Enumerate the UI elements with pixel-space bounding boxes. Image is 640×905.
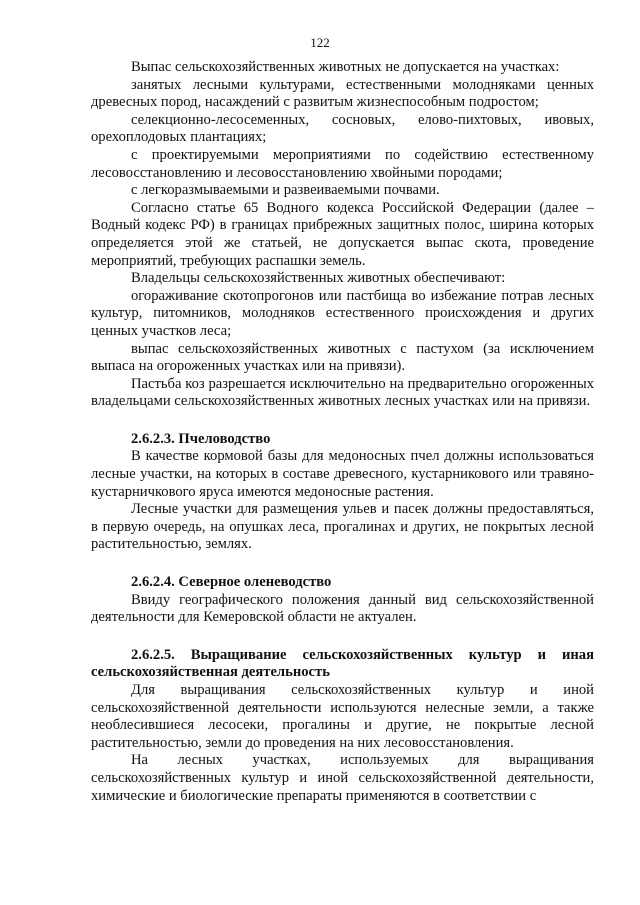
paragraph: Лесные участки для размещения ульев и пасек должны предоставляться, в первую очередь, на опушках леса, прогалинах и других, не покрытых лесной растительностью, землях. [91, 501, 594, 553]
paragraph: с проектируемыми мероприятиями по содействию естественному лесовосстановлению и лесовосстановлению хвойными породами; [91, 146, 594, 181]
paragraph: выпас сельскохозяйственных животных с пастухом (за исключением выпаса на огороженных участках или на привязи). [91, 340, 594, 375]
section-spacer [91, 554, 594, 574]
paragraph: В качестве кормовой базы для медоносных пчел должны использоваться лесные участки, на которых в составе древесного, кустарникового или травяно-кустарничкового яруса имеются медоносные растения. [91, 448, 594, 500]
paragraph: Согласно статье 65 Водного кодекса Российской Федерации (далее – Водный кодекс РФ) в границах прибрежных защитных полос, ширина которых определяется этой же статьей, не допускается выпас скота, проведение мероприятий, требующих распашки земель. [91, 199, 594, 269]
section-spacer [91, 411, 594, 431]
paragraph: селекционно-лесосеменных, сосновых, елово-пихтовых, ивовых, орехоплодовых плантациях; [91, 111, 594, 146]
paragraph: с легкоразмываемыми и развеиваемыми почвами. [131, 182, 440, 199]
section-heading: 2.6.2.4. Северное оленеводство [131, 574, 332, 591]
section-spacer [91, 627, 594, 647]
paragraph: На лесных участках, используемых для выращивания сельскохозяйственных культур и иной сельскохозяйственной деятельности, химические и биологические препараты применяются в соответствии с [91, 752, 594, 804]
page-number: 122 [310, 35, 330, 50]
section-heading: 2.6.2.3. Пчеловодство [131, 430, 271, 447]
paragraph: огораживание скотопрогонов или пастбища во избежание потрав лесных культур, питомников, молодняков естественного происхождения и других ценных участков леса; [91, 287, 594, 339]
paragraph: Пастьба коз разрешается исключительно на предварительно огороженных владельцами сельскохозяйственных животных лесных участках или на привязи. [91, 375, 594, 410]
section-heading: 2.6.2.5. Выращивание сельскохозяйственных культур и иная сельскохозяйственная деятельность [91, 646, 594, 681]
paragraph: Владельцы сельскохозяйственных животных обеспечивают: [131, 270, 506, 287]
paragraph: занятых лесными культурами, естественными молодняками ценных древесных пород, насаждений с развитым жизнеспособным подростом; [91, 76, 594, 111]
paragraph: Для выращивания сельскохозяйственных культур и иной сельскохозяйственной деятельности используются нелесные земли, а также необлесившиеся лесосеки, прогалины и другие, не покрытые лесной растительностью, земли до проведения на них лесовосстановления. [91, 682, 594, 751]
paragraph: Ввиду географического положения данный вид сельскохозяйственной деятельности для Кемеровской области не актуален. [91, 591, 594, 626]
paragraph: Выпас сельскохозяйственных животных не допускается на участках: [131, 59, 560, 75]
document-body [91, 59, 594, 805]
